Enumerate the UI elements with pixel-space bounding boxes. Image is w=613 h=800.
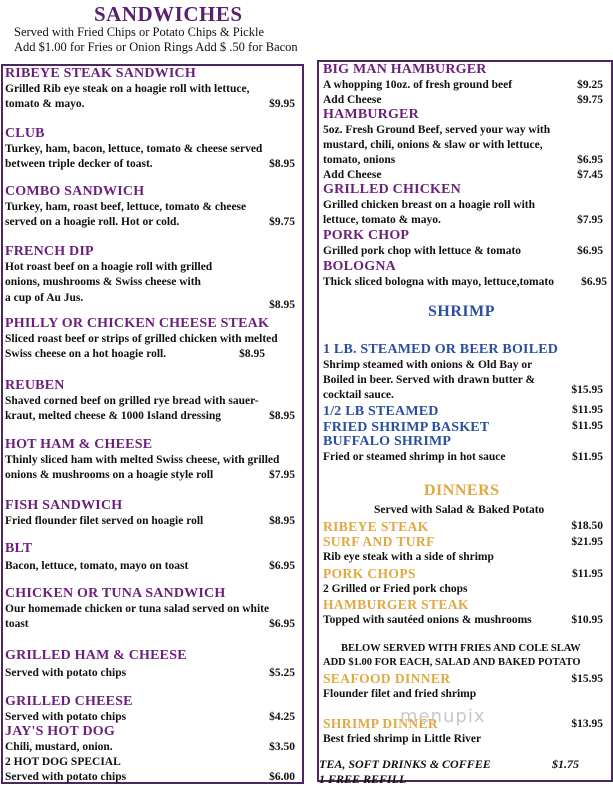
item-desc: served on a hoagie roll. Hot or cold. (5, 216, 180, 228)
item-desc: Fried flounder filet served on hoagie roll (5, 515, 204, 527)
item-name: PORK CHOP (323, 228, 410, 243)
drinks-line-2: 1 FREE REFILL (319, 772, 407, 786)
item-desc: Grilled chicken breast on a hoagie roll with (323, 199, 536, 211)
item-desc: lettuce, tomato & mayo. (323, 214, 441, 226)
item-desc: Served with potato chips (5, 711, 127, 723)
item-desc: tomato & mayo. (5, 98, 85, 110)
item-price: $6.95 (577, 154, 603, 166)
item-desc: Flounder filet and fried shrimp (323, 688, 477, 700)
drinks-item (319, 757, 603, 787)
item-desc: Served with potato chips (5, 771, 127, 783)
drinks-price: $1.75 (552, 757, 579, 771)
menu-item (323, 107, 603, 183)
item-price: $6.95 (269, 618, 295, 630)
menu-item (5, 541, 295, 574)
item-name: HOT HAM & CHEESE (5, 437, 153, 452)
item-name: PHILLY OR CHICKEN CHEESE STEAK (5, 316, 270, 331)
item-desc: 2 Grilled or Fried pork chops (323, 583, 468, 595)
menu-item (5, 378, 295, 424)
item-desc: Add Cheese (323, 169, 382, 181)
item-price: $8.95 (269, 410, 295, 422)
item-price: $9.25 (577, 79, 603, 91)
item-name: SURF AND TURF (323, 534, 435, 549)
item-price: $3.50 (269, 741, 295, 753)
item-desc: mustard, chili, onions & slaw or with lettuce, (323, 139, 543, 151)
menu-item (5, 316, 295, 362)
menu-item (323, 534, 603, 565)
item-price: $11.95 (572, 568, 603, 580)
item-desc: Shaved corned beef on grilled rye bread with sauer- (5, 395, 259, 407)
item-name: GRILLED HAM & CHEESE (5, 648, 187, 663)
item-desc: tomato, onions (323, 154, 396, 166)
item-desc: Thinly sliced ham with melted Swiss cheese, with grilled (5, 454, 280, 466)
dinners-section-title: DINNERS (424, 482, 500, 499)
item-price: $6.95 (269, 560, 295, 572)
item-desc: Our homemade chicken or tuna salad served on white (5, 603, 270, 615)
item-name: PORK CHOPS (323, 566, 416, 581)
menu-item (323, 434, 603, 465)
menu-item (323, 671, 603, 702)
item-price: $11.95 (572, 404, 603, 416)
item-desc: Add Cheese (323, 94, 382, 106)
drinks-line-1: TEA, SOFT DRINKS & COFFEE (319, 757, 491, 771)
item-price: $6.00 (269, 771, 295, 783)
menu-item (323, 182, 603, 228)
item-name: BOLOGNA (323, 259, 396, 274)
item-desc: 5oz. Fresh Ground Beef, served your way with (323, 124, 551, 136)
menu-item (5, 437, 297, 483)
item-name: SHRIMP DINNER (323, 716, 439, 731)
item-desc: A whopping 10oz. of fresh ground beef (323, 79, 513, 91)
dinners-subtitle: Served with Salad & Baked Potato (374, 504, 545, 516)
item-name: SEAFOOD DINNER (323, 671, 451, 686)
item-desc: a cup of Au Jus. (5, 292, 84, 304)
item-name: RIBEYE STEAK SANDWICH (5, 66, 196, 81)
item-name: HAMBURGER (323, 107, 419, 122)
item-price: $7.95 (577, 214, 603, 226)
item-desc: Sliced roast beef or strips of grilled chicken with melted (5, 333, 278, 345)
item-desc: onions, mushrooms & Swiss cheese with (5, 276, 201, 288)
item-price: $6.95 (581, 276, 607, 288)
item-name: FRIED SHRIMP BASKET (323, 420, 490, 435)
item-desc: cocktail sauce. (323, 389, 394, 401)
item-price: $11.95 (572, 451, 603, 463)
item-price: $9.95 (269, 98, 295, 110)
item-name: GRILLED CHICKEN (323, 182, 461, 197)
menu-item (5, 694, 295, 725)
item-price: $21.95 (571, 536, 603, 548)
item-desc: Fried or steamed shrimp in hot sauce (323, 451, 506, 463)
item-name: BLT (5, 541, 33, 556)
item-desc: Chili, mustard, onion. (5, 741, 113, 753)
item-name: HAMBURGER STEAK (323, 597, 469, 612)
menu-item (323, 597, 603, 628)
item-price: $6.95 (577, 245, 603, 257)
item-name: 2 HOT DOG SPECIAL (5, 756, 121, 768)
menu-item (5, 755, 295, 785)
menu-item (5, 244, 295, 311)
item-price: $18.50 (571, 520, 603, 532)
menu-item (323, 342, 603, 403)
item-price: $8.95 (269, 299, 295, 311)
item-desc: between triple decker of toast. (5, 158, 153, 170)
item-name: GRILLED CHEESE (5, 694, 133, 709)
item-price: $4.25 (269, 711, 295, 723)
item-name: 1 LB. STEAMED OR BEER BOILED (323, 342, 559, 357)
item-price: $11.95 (572, 420, 603, 432)
menu-item (323, 228, 603, 259)
menu-item (5, 126, 295, 172)
item-price: $8.95 (269, 158, 295, 170)
shrimp-section-title: SHRIMP (428, 303, 495, 320)
item-price: $15.95 (571, 673, 603, 685)
dinners-note-1: BELOW SERVED WITH FRIES AND COLE SLAW (341, 643, 581, 654)
item-price: $13.95 (571, 718, 603, 730)
item-desc: Turkey, ham, bacon, lettuce, tomato & cheese served (5, 143, 263, 155)
watermark-text: menupix (400, 706, 486, 727)
item-price: $5.25 (269, 667, 295, 679)
item-name: RIBEYE STEAK (323, 519, 429, 534)
item-desc: Turkey, ham, roast beef, lettuce, tomato & cheese (5, 201, 247, 213)
item-desc: toast (5, 618, 29, 630)
menu-item (5, 648, 295, 681)
item-desc: kraut, melted cheese & 1000 Island dressing (5, 410, 222, 422)
menu-item (5, 498, 295, 529)
header-line-2: Add $1.00 for Fries or Onion Rings Add $ .50 for Bacon (14, 40, 298, 54)
menu-item (5, 724, 295, 755)
page-title: SANDWICHES (94, 2, 243, 26)
item-name: FRENCH DIP (5, 244, 94, 259)
item-desc: Shrimp steamed with onions & Old Bay or (323, 359, 533, 371)
item-desc: Thick sliced bologna with mayo, lettuce,tomato (323, 276, 554, 288)
item-desc: Bacon, lettuce, tomato, mayo on toast (5, 560, 189, 572)
item-desc: Grilled Rib eye steak on a hoagie roll with lettuce, (5, 83, 250, 95)
dinners-note-2: ADD $1.00 FOR EACH, SALAD AND BAKED POTATO (323, 657, 581, 668)
item-price: $7.95 (269, 469, 295, 481)
header-line-1: Served with Fried Chips or Potato Chips & Pickle (14, 25, 264, 39)
item-price: $8.95 (269, 515, 295, 527)
item-name: BIG MAN HAMBURGER (323, 62, 487, 77)
item-name: REUBEN (5, 378, 65, 393)
item-price: $9.75 (269, 216, 295, 228)
item-price: $10.95 (571, 614, 603, 626)
item-desc: Best fried shrimp in Little River (323, 733, 482, 745)
item-desc: Grilled pork chop with lettuce & tomato (323, 245, 522, 257)
item-desc: Topped with sautéed onions & mushrooms (323, 614, 532, 626)
menu-item (5, 184, 295, 230)
menu-item (5, 586, 295, 632)
item-name: FISH SANDWICH (5, 498, 123, 513)
item-name: BUFFALO SHRIMP (323, 434, 452, 449)
item-desc: Served with potato chips (5, 667, 127, 679)
item-desc: Swiss cheese on a hot hoagie roll. (5, 348, 167, 360)
menu-item (323, 62, 603, 108)
item-desc: Rib eye steak with a side of shrimp (323, 551, 494, 563)
item-desc: Hot roast beef on a hoagie roll with grilled (5, 261, 213, 273)
menu-item (5, 66, 295, 112)
item-price: $15.95 (571, 384, 603, 396)
item-name: CHICKEN OR TUNA SANDWICH (5, 586, 226, 601)
item-name: JAY'S HOT DOG (5, 724, 115, 739)
menu-item (323, 566, 603, 597)
item-price: $7.45 (577, 169, 603, 181)
item-desc: onions & mushrooms on a hoagie style roll (5, 469, 214, 481)
item-desc: Boiled in beer. Served with drawn butter & (323, 374, 536, 386)
item-name: CLUB (5, 126, 45, 141)
item-price: $9.75 (577, 94, 603, 106)
item-name: 1/2 LB STEAMED (323, 404, 439, 419)
item-price: $8.95 (239, 348, 265, 360)
item-name: COMBO SANDWICH (5, 184, 145, 199)
menu-item (323, 259, 607, 290)
